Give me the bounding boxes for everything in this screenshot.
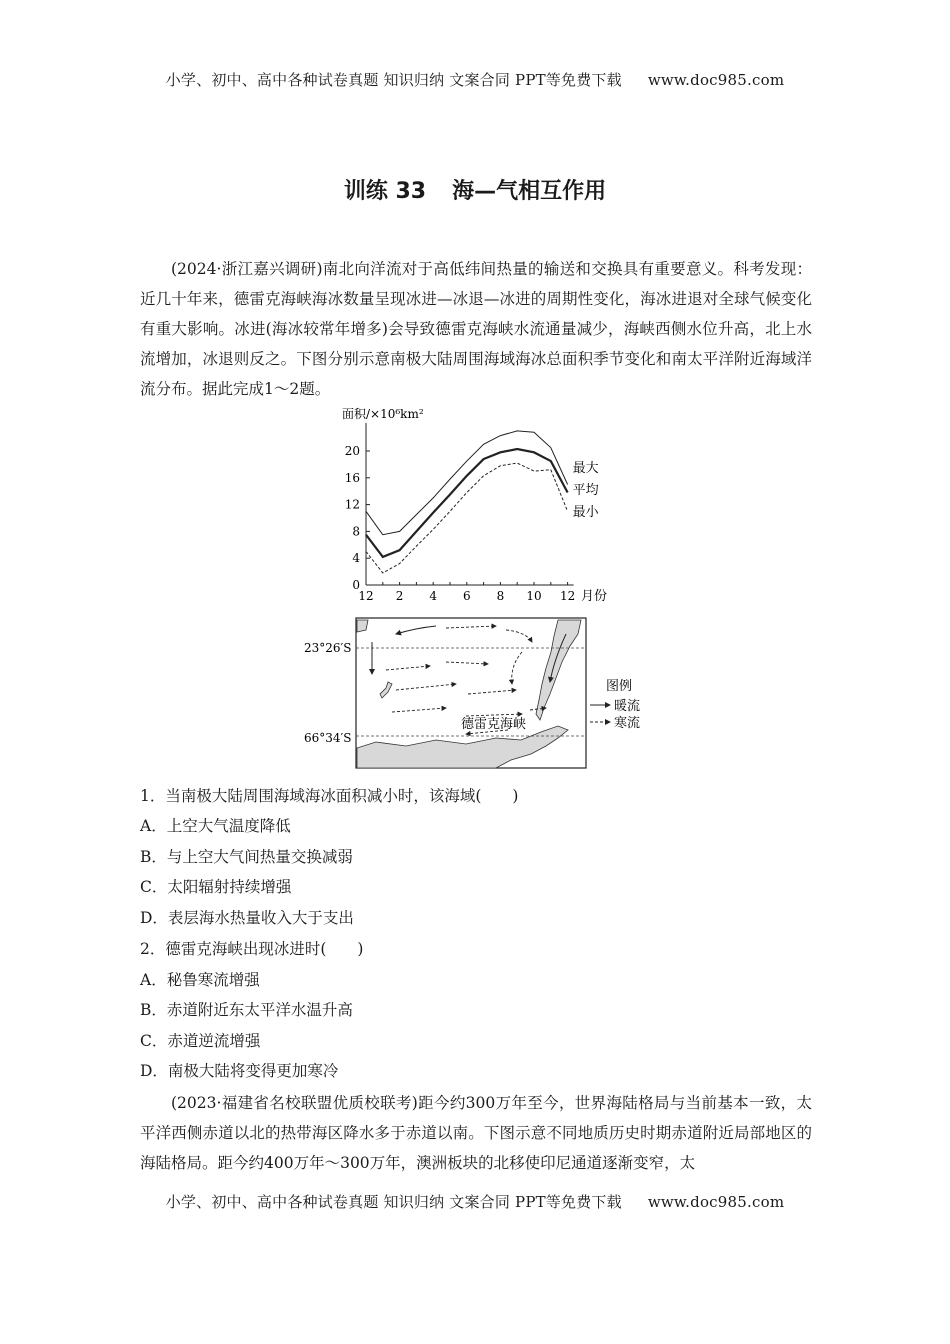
page-header	[0, 69, 950, 90]
q2-option-d[interactable]: D．南极大陆将变得更加寒冷	[140, 1062, 339, 1080]
q2-option-a[interactable]: A．秘鲁寒流增强	[140, 971, 260, 989]
header-url[interactable]: www.doc985.com	[647, 71, 785, 89]
y-tick-label: 20	[344, 444, 360, 458]
chart-axes	[345, 423, 576, 603]
q2-option-b[interactable]: B．赤道附近东太平洋水温升高	[140, 1001, 353, 1019]
q1-stem: 1．当南极大陆周围海域海冰面积减小时，该海域( )	[140, 787, 519, 805]
series-label-2: 最小	[572, 505, 599, 520]
footer-url[interactable]: www.doc985.com	[647, 1193, 785, 1211]
title-name: 海—气相互作用	[452, 179, 607, 204]
y-tick-label: 4	[352, 551, 360, 566]
series-label-0: 最大	[572, 461, 599, 476]
lat-south-label: 66°34′S	[304, 731, 352, 745]
sea-ice-chart	[330, 402, 630, 610]
strait-label: 德雷克海峡	[461, 717, 527, 732]
y-tick-label: 0	[352, 578, 360, 592]
x-tick-label: 2	[395, 589, 404, 603]
australia-landmass	[357, 620, 368, 632]
header-text: 小学、初中、高中各种试卷真题 知识归纳 文案合同 PPT等免费下载	[165, 71, 622, 89]
intro-paragraph: (2024·浙江嘉兴调研)南北向洋流对于高低纬间热量的输送和交换具有重要意义。科考发现：近几十年来，德雷克海峡海冰数量呈现冰进—冰退—冰进的周期性变化，海冰进退对全球气候变化有重大影响。冰进(海冰较常年增多)会导致德雷克海峡水流通量减少，海峡西侧水位升高，北上水流增加，冰退则反之。下图分别示意南极大陆周围海域海冰总面积季节变化和南太平洋附近海域洋流分布。据此完成1～2题。	[140, 260, 812, 398]
lat-north-label: 23°26′S	[304, 641, 352, 655]
chart-series	[366, 431, 568, 573]
intro2-paragraph: (2023·福建省名校联盟优质校联考)距今约300万年至今，世界海陆格局与当前基本一致，太平洋西侧赤道以北的热带海区降水多于赤道以南。下图示意不同地质历史时期赤道附近局部地区的海陆格局。距今约400万年～300万年，澳洲板块的北移使印尼通道逐渐变窄，太	[140, 1094, 812, 1172]
y-tick-label: 12	[344, 497, 360, 512]
x-tick-label: 6	[462, 589, 471, 603]
chart-labels	[573, 460, 600, 520]
south-america-landmass	[536, 620, 581, 720]
x-tick-label: 12	[559, 589, 576, 603]
antarctica-landmass	[357, 726, 568, 768]
ocean-current-map	[296, 612, 656, 772]
y-axis-label: 面积/×10⁶km²	[342, 407, 424, 421]
q1-option-c[interactable]: C．太阳辐射持续增强	[140, 878, 292, 896]
q2-stem: 2．德雷克海峡出现冰进时( )	[140, 940, 364, 958]
x-axis-label: 月份	[581, 589, 608, 604]
q2-option-c[interactable]: C．赤道逆流增强	[140, 1032, 261, 1050]
q1-option-b[interactable]: B．与上空大气间热量交换减弱	[140, 848, 353, 866]
x-tick-label: 8	[496, 589, 505, 603]
warm-currents	[372, 626, 566, 682]
q1-option-d[interactable]: D．表层海水热量收入大于支出	[140, 909, 354, 927]
series-line-0	[366, 431, 568, 535]
legend-warm-label: 暖流	[614, 699, 641, 714]
legend-title: 图例	[606, 679, 633, 694]
page-title	[0, 174, 950, 205]
y-tick-label: 8	[352, 524, 360, 539]
y-tick-label: 16	[344, 470, 360, 485]
legend-cold-label: 寒流	[614, 716, 641, 731]
q1-option-a[interactable]: A．上空大气温度降低	[140, 817, 291, 835]
series-line-2	[366, 463, 568, 573]
series-line-1	[366, 449, 568, 557]
series-label-1: 平均	[572, 483, 599, 498]
x-tick-label: 12	[358, 589, 374, 603]
new-zealand-landmass	[380, 682, 392, 698]
title-number: 训练 33	[343, 179, 427, 204]
x-tick-label: 10	[526, 589, 542, 603]
page-footer	[0, 1191, 950, 1212]
footer-text: 小学、初中、高中各种试卷真题 知识归纳 文案合同 PPT等免费下载	[165, 1193, 622, 1211]
x-tick-label: 4	[429, 589, 438, 603]
